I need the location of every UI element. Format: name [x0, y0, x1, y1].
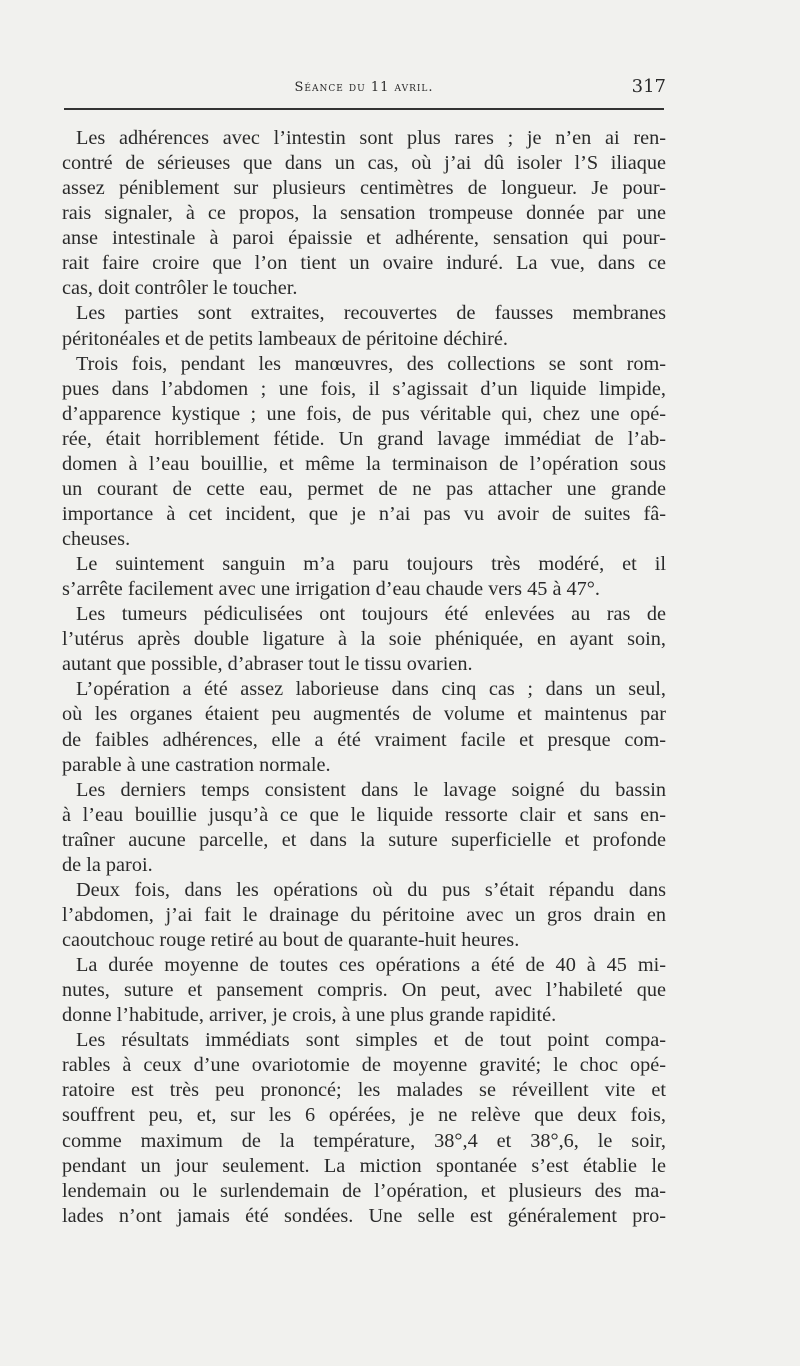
- text-line: rée, était horriblement fétide. Un grand lavage immédiat de l’ab-: [62, 427, 666, 450]
- text-line: rait faire croire que l’on tient un ovaire induré. La vue, dans ce: [62, 252, 666, 275]
- text-line: Le suintement sanguin m’a paru toujours très modéré, et il: [76, 553, 666, 576]
- text-line: Les parties sont extraites, recouvertes de fausses membranes: [76, 302, 666, 325]
- text-line: rais signaler, à ce propos, la sensation trompeuse donnée par une: [62, 202, 666, 225]
- header-rule: [64, 108, 664, 110]
- text-line: pendant un jour seulement. La miction spontanée s’est établie le: [62, 1154, 666, 1177]
- text-line: parable à une castration normale.: [62, 753, 331, 776]
- text-line: contré de sérieuses que dans un cas, où j’ai dû isoler l’S iliaque: [62, 152, 666, 175]
- text-line: Trois fois, pendant les manœuvres, des collections se sont rom-: [76, 352, 666, 375]
- body-text: [62, 126, 666, 1229]
- text-line: Deux fois, dans les opérations où du pus s’était répandu dans: [76, 878, 666, 901]
- text-line: lendemain ou le surlendemain de l’opération, et plusieurs des ma-: [62, 1179, 666, 1202]
- text-line: péritonéales et de petits lambeaux de péritoine déchiré.: [62, 327, 508, 350]
- text-line: à l’eau bouillie jusqu’à ce que le liquide ressorte clair et sans en-: [62, 803, 666, 826]
- text-line: comme maximum de la température, 38°,4 et 38°,6, le soir,: [62, 1129, 666, 1152]
- text-line: souffrent peu, et, sur les 6 opérées, je ne relève que deux fois,: [62, 1104, 666, 1127]
- text-line: nutes, suture et pansement compris. On peut, avec l’habileté que: [62, 979, 666, 1002]
- text-line: où les organes étaient peu augmentés de volume et maintenus par: [62, 703, 666, 726]
- text-line: lades n’ont jamais été sondées. Une selle est généralement pro-: [62, 1204, 666, 1227]
- text-line: Les derniers temps consistent dans le lavage soigné du bassin: [76, 778, 666, 801]
- text-line: Les tumeurs pédiculisées ont toujours été enlevées au ras de: [76, 603, 666, 626]
- text-line: l’abdomen, j’ai fait le drainage du péritoine avec un gros drain en: [62, 903, 666, 926]
- text-line: un courant de cette eau, permet de ne pas attacher une grande: [62, 477, 666, 500]
- text-line: donne l’habitude, arriver, je crois, à une plus grande rapidité.: [62, 1004, 557, 1027]
- text-line: Les résultats immédiats sont simples et de tout point compa-: [76, 1029, 666, 1052]
- text-line: s’arrête facilement avec une irrigation d’eau chaude vers 45 à 47°.: [62, 578, 600, 601]
- page-header: [62, 76, 666, 100]
- text-line: cheuses.: [62, 528, 131, 550]
- text-line: ratoire est très peu prononcé; les malades se réveillent vite et: [62, 1079, 666, 1102]
- text-line: autant que possible, d’abraser tout le tissu ovarien.: [62, 653, 473, 676]
- text-line: L’opération a été assez laborieuse dans cinq cas ; dans un seul,: [76, 678, 666, 701]
- text-line: domen à l’eau bouillie, et même la terminaison de l’opération sous: [62, 452, 666, 475]
- text-line: Les adhérences avec l’intestin sont plus rares ; je n’en ai ren-: [76, 127, 666, 149]
- text-line: caoutchouc rouge retiré au bout de quarante-huit heures.: [62, 929, 520, 951]
- text-line: traîner aucune parcelle, et dans la suture superficielle et profonde: [62, 828, 666, 851]
- text-line: La durée moyenne de toutes ces opérations a été de 40 à 45 mi-: [76, 954, 666, 977]
- text-line: pues dans l’abdomen ; une fois, il s’agissait d’un liquide limpide,: [62, 377, 666, 400]
- text-line: de la paroi.: [62, 853, 153, 876]
- page-number: 317: [631, 76, 666, 97]
- text-line: l’utérus après double ligature à la soie phéniquée, en ayant soin,: [62, 628, 666, 651]
- text-line: d’apparence kystique ; une fois, de pus véritable qui, chez une opé-: [62, 402, 666, 425]
- text-line: rables à ceux d’une ovariotomie de moyenne gravité; le choc opé-: [62, 1054, 666, 1077]
- text-line: de faibles adhérences, elle a été vraiment facile et presque com-: [62, 728, 666, 751]
- text-line: anse intestinale à paroi épaissie et adhérente, sensation qui pour-: [62, 227, 666, 250]
- text-line: assez péniblement sur plusieurs centimètres de longueur. Je pour-: [62, 177, 666, 200]
- text-line: cas, doit contrôler le toucher.: [62, 277, 298, 300]
- running-title: Séance du 11 avril.: [294, 80, 434, 95]
- text-line: importance à cet incident, que je n’ai pas vu avoir de suites fâ-: [62, 502, 666, 525]
